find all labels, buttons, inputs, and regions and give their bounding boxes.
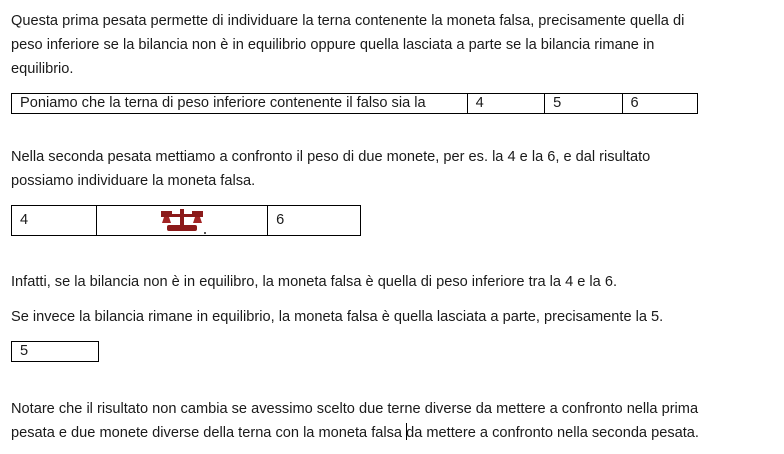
coin-cell-6: 6 [622,94,697,114]
coin-cell-5: 5 [545,94,622,114]
balance-scale-icon [157,208,207,234]
result-coin-cell: 5 [12,342,99,362]
paragraph-second-line1: Nella seconda pesata mettiamo a confronto il peso di due monete, per es. la 4 e la 6, e dal risultato [11,149,651,165]
paragraph-note-line2-end: da mettere a confronto nella seconda pesata. [406,425,699,441]
left-coin-cell: 4 [12,206,97,236]
paragraph-intro-line3: equilibrio. [11,61,74,77]
paragraph-intro [11,9,771,81]
paragraph-intro-line2: peso inferiore se la bilancia non è in equilibrio oppure quella lasciata a parte se la bilancia rimane in [11,37,655,53]
paragraph-note-line2-start: pesata e due monete diverse della terna con la moneta falsa [11,425,407,441]
result-table [11,341,99,362]
paragraph-second-weighing [11,145,771,193]
paragraph-unbalanced: Infatti, se la bilancia non è in equilibro, la moneta falsa è quella di peso inferiore tra la 4 e la 6. [11,274,618,290]
paragraph-balanced: Se invece la bilancia rimane in equilibrio, la moneta falsa è quella lasciata a parte, precisamente la 5. [11,309,664,325]
right-coin-cell: 6 [268,206,361,236]
paragraph-intro-line1: Questa prima pesata permette di individuare la terna contenente la moneta falsa, precisamente quella di [11,13,685,29]
scale-cell [97,206,268,236]
first-weighing-label: Poniamo che la terna di peso inferiore contenente il falso sia la [12,94,468,114]
paragraph-note-line1: Notare che il risultato non cambia se avessimo scelto due terne diverse da mettere a confronto nella prima [11,401,699,417]
second-weighing-table [11,205,361,236]
coin-cell-4: 4 [467,94,544,114]
paragraph-second-line2: possiamo individuare la moneta falsa. [11,173,256,189]
first-weighing-table [11,93,698,114]
paragraph-note[interactable] [11,397,771,445]
